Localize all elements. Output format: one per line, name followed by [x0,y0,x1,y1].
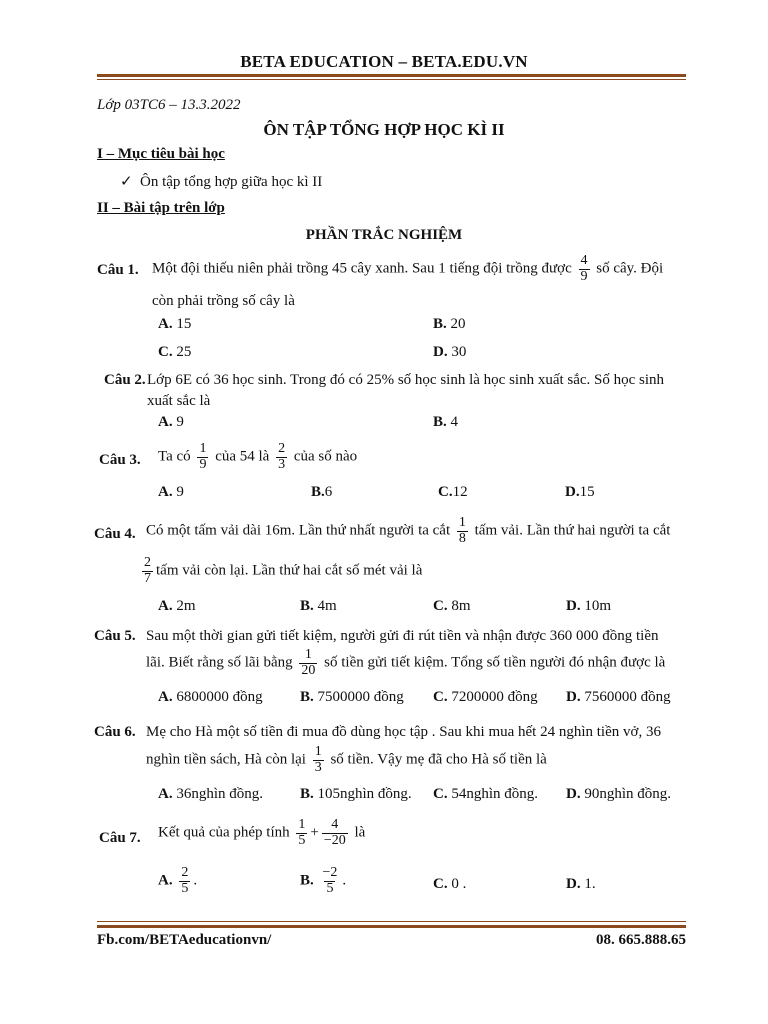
q5-label: Câu 5. [94,628,136,644]
q3-text-c: của số nào [293,448,358,465]
q5-option-d[interactable]: D. 7560000 đồng [566,689,671,705]
q1-fraction [579,254,590,284]
q2-label: Câu 2. [104,372,146,388]
q6-option-d[interactable]: D. 90nghìn đồng. [566,786,672,802]
q3-option-b[interactable]: B.6 [311,484,333,500]
q6-option-c[interactable]: C. 54nghìn đồng. [433,786,539,802]
q3-fraction-1: $\frac{1}{9}$ [199,441,207,472]
q6-text-a: nghìn tiền sách, Hà còn lại [146,751,306,768]
q1-option-b[interactable]: B. 20 [433,316,466,332]
q1-option-a[interactable]: A. 15 [158,316,192,332]
section1-heading: I – Mục tiêu bài học [97,146,225,162]
q3-line1 [158,442,357,472]
q6-line2 [146,745,547,775]
section2-heading: II – Bài tập trên lớp [97,200,225,216]
q3-option-d[interactable]: D.15 [565,484,595,500]
q6-label: Câu 6. [94,724,136,740]
q5-option-c[interactable]: C. 7200000 đồng [433,689,538,705]
q1-label: Câu 1. [97,262,139,278]
footer-rule-thin [97,921,686,922]
q7-operator: + [310,824,319,841]
footer-rule [97,925,686,928]
q5-option-a[interactable]: A. 6800000 đồng [158,689,263,705]
q1-text-a: Một đội thiếu niên phải trồng 45 cây xanh. Sau 1 tiếng đội trồng được [152,260,572,277]
q5-line1: Sau một thời gian gửi tiết kiệm, người gửi đi rút tiền và nhận được 360 000 đồng tiền [146,628,659,644]
q5-text-a: lãi. Biết rằng số lãi bằng [146,654,293,671]
page-header-title: BETA EDUCATION – BETA.EDU.VN [240,52,528,71]
q6-line1: Mẹ cho Hà một số tiền đi mua đồ dùng học tập . Sau khi mua hết 24 nghìn tiền vở, 36 [146,724,661,740]
q4-option-a[interactable]: A. 2m [158,598,196,614]
section1-bullet-text: Ôn tập tổng hợp giữa học kì II [140,174,323,190]
q4-fraction-1: $\frac{1}{8}$ [458,515,466,546]
q3-label: Câu 3. [99,452,141,468]
q5-fraction: $\frac{1}{20}$ [301,647,316,678]
q6-option-a[interactable]: A. 36nghìn đồng. [158,786,264,802]
q3-fraction-2: $\frac{2}{3}$ [278,441,286,472]
q5-text-b: số tiền gửi tiết kiệm. Tổng số tiền người đó nhận được là [324,654,666,671]
q6-option-b[interactable]: B. 105nghìn đồng. [300,786,412,802]
q4-line2-text: tấm vải còn lại. Lần thứ hai cắt số mét vải là [156,562,423,579]
document-title: ÔN TẬP TỔNG HỢP HỌC KÌ II [263,120,505,139]
check-icon: ✓ [120,174,133,190]
q4-option-b[interactable]: B. 4m [300,598,337,614]
q5-line2 [146,648,665,678]
q1-frac-num: 4 [580,253,588,268]
footer-facebook[interactable]: Fb.com/BETAeducationvn/ [97,932,272,948]
q2-option-a[interactable]: A. 9 [158,414,184,430]
q1-line1 [152,254,663,284]
q4-line2 [142,556,422,586]
q3-text-a: Ta có [158,448,191,465]
q3-option-c[interactable]: C.12 [438,484,468,500]
q7-line1 [158,818,365,848]
q2-line1: Lớp 6E có 36 học sinh. Trong đó có 25% số học sinh là học sinh xuất sắc. Số học sinh [147,372,665,388]
q7-fraction-2: $\frac{4}{-20}$ [323,817,346,848]
q7-text-b: là [354,824,366,841]
q2-line2: xuất sắc là [147,393,211,409]
section1-bullet [120,172,322,191]
q7-fraction-1: $\frac{1}{5}$ [298,817,306,848]
q7-option-b[interactable]: B. $\frac{-2}{5}$ . [300,865,347,896]
q7-option-c[interactable]: C. 0 . [433,876,467,892]
q5-option-b[interactable]: B. 7500000 đồng [300,689,404,705]
q6-text-b: số tiền. Vậy mẹ đã cho Hà số tiền là [330,751,547,768]
q7-label: Câu 7. [99,830,141,846]
q7-option-a[interactable]: A. $\frac{2}{5}$ . [158,865,198,896]
q7-text-a: Kết quả của phép tính [158,824,290,841]
header-rule [97,74,686,77]
q1-line2: còn phải trồng số cây là [152,293,295,309]
q1-option-c[interactable]: C. 25 [158,344,192,360]
q6-fraction: $\frac{1}{3}$ [314,744,322,775]
q4-text-a: Có một tấm vải dài 16m. Lần thứ nhất người ta cắt [146,522,451,539]
q4-text-b: tấm vải. Lần thứ hai người ta cắt [474,522,671,539]
q3-option-a[interactable]: A. 9 [158,484,184,500]
header-rule-thin [97,79,686,80]
q4-line1 [146,516,670,546]
q4-fraction-2: $\frac{2}{7}$ [144,555,151,586]
q3-text-b: của 54 là [215,448,270,465]
q2-option-b[interactable]: B. 4 [433,414,459,430]
q4-option-d[interactable]: D. 10m [566,598,612,614]
class-line: Lớp 03TC6 – 13.3.2022 [97,97,241,113]
q7-option-d[interactable]: D. 1. [566,876,596,892]
q1-option-d[interactable]: D. 30 [433,344,467,360]
q4-option-c[interactable]: C. 8m [433,598,471,614]
q1-text-b: số cây. Đội [596,260,664,277]
part-title: PHẦN TRẮC NGHIỆM [305,227,463,243]
q4-label: Câu 4. [94,526,136,542]
q1-frac-den: 9 [580,268,588,284]
footer-phone: 08. 665.888.65 [596,932,686,948]
